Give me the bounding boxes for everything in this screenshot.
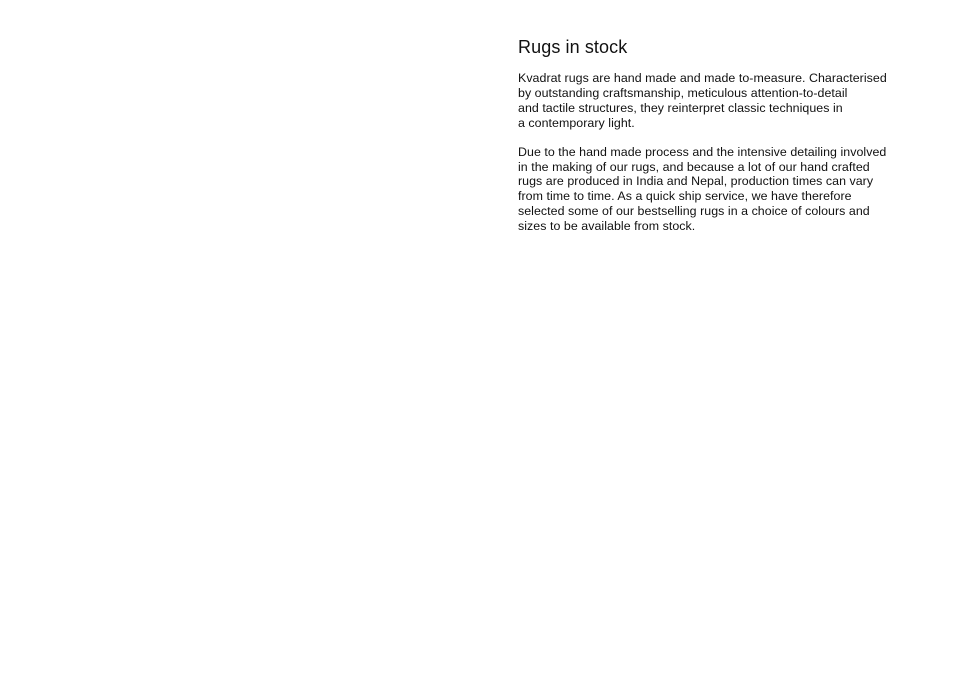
paragraph-line: rugs are produced in India and Nepal, production times can vary [518,174,874,189]
intro-paragraph [518,71,913,131]
paragraph-line: selected some of our bestselling rugs in a choice of colours and [518,204,870,219]
paragraph-line: in the making of our rugs, and because a lot of our hand crafted [518,159,870,174]
paragraph-line: a contemporary light. [518,115,635,130]
paragraph-line: sizes to be available from stock. [518,219,696,234]
paragraph-line: by outstanding craftsmanship, meticulous attention-to-detail [518,85,848,100]
stock-paragraph [518,145,913,234]
paragraph-line: Due to the hand made process and the intensive detailing involved [518,144,887,159]
document-content [518,36,913,248]
paragraph-line: and tactile structures, they reinterpret classic techniques in [518,100,843,115]
page-title: Rugs in stock [518,37,628,57]
paragraph-line: Kvadrat rugs are hand made and made to-measure. Characterised [518,71,887,85]
paragraph-line: from time to time. As a quick ship service, we have therefore [518,189,852,204]
